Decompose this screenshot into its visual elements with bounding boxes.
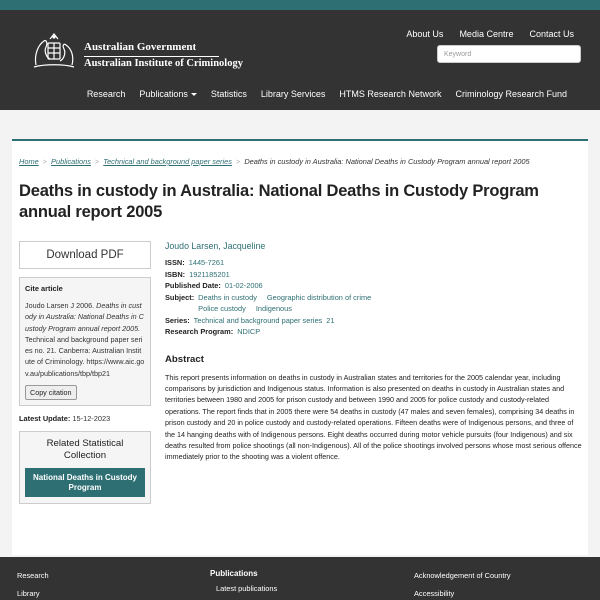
nav-library-services[interactable]	[254, 89, 333, 99]
footer-publications-heading: Publications	[210, 569, 258, 578]
about-us-link[interactable]: About Us	[406, 29, 444, 39]
citation-author-year: Joudo Larsen J 2006.	[25, 301, 95, 310]
breadcrumb-publications[interactable]: Publications	[51, 157, 91, 166]
main-content	[12, 141, 588, 555]
citation-rest: Technical and background paper series no. 21. Canberra: Australian Institute of Criminology. https://www.aic.gov.au/publications/tbp/tbp21	[25, 334, 145, 378]
brand-line-2: Australian Institute of Criminology	[84, 58, 243, 69]
breadcrumb-series[interactable]: Technical and background paper series	[103, 157, 232, 166]
series-link[interactable]: Technical and background paper series	[193, 315, 323, 325]
latest-update	[19, 414, 151, 423]
nav-research-label: Research	[86, 89, 126, 99]
citation-text	[25, 300, 145, 379]
top-accent-bar	[0, 0, 600, 10]
sidebar	[19, 241, 151, 504]
program-label: Research Program:	[165, 327, 234, 336]
subject-indigenous[interactable]: Indigenous	[255, 304, 292, 313]
abstract-heading: Abstract	[165, 353, 204, 365]
latest-update-value: 15-12-2023	[72, 414, 111, 424]
copy-citation-button[interactable]: Copy citation	[25, 385, 77, 400]
nav-publications[interactable]	[132, 89, 204, 99]
site-logo[interactable]	[30, 31, 243, 77]
footer-latest-publications-link[interactable]: Latest publications	[216, 584, 278, 593]
issn-link[interactable]: 1445-7261	[188, 258, 225, 267]
contact-us-link[interactable]: Contact Us	[529, 29, 574, 39]
breadcrumb-separator: >	[235, 157, 241, 166]
published-label: Published Date:	[165, 281, 221, 290]
breadcrumb-home[interactable]: Home	[19, 157, 39, 166]
site-header	[0, 10, 600, 110]
issn-label: ISSN:	[165, 258, 185, 267]
nav-publications-label: Publications	[139, 89, 188, 99]
subject-geographic-distribution[interactable]: Geographic distribution of crime	[266, 292, 372, 302]
nav-htms-label: HTMS Research Network	[339, 89, 442, 99]
site-footer	[0, 557, 600, 600]
breadcrumb	[19, 157, 530, 166]
related-collection-box	[19, 431, 151, 504]
nav-research[interactable]	[80, 89, 133, 99]
nav-library-label: Library Services	[260, 89, 326, 99]
published-row	[165, 280, 585, 292]
footer-col-1	[17, 571, 49, 600]
nav-statistics-label: Statistics	[210, 89, 247, 99]
coat-of-arms-icon	[30, 31, 78, 71]
utility-nav	[406, 29, 574, 39]
footer-library-link[interactable]: Library	[17, 589, 40, 598]
brand-line-1: Australian Government	[84, 41, 197, 53]
media-centre-link[interactable]: Media Centre	[459, 29, 514, 39]
caret-down-icon	[191, 93, 197, 96]
footer-col-3	[414, 571, 511, 600]
related-collection-title: Related Statistical Collection	[46, 438, 124, 462]
subject-label: Subject:	[165, 292, 195, 302]
page-title: Deaths in custody in Australia: National Deaths in Custody Program annual report 2005	[19, 182, 539, 221]
series-number-link[interactable]: 21	[326, 315, 335, 325]
isbn-label: ISBN:	[165, 269, 186, 279]
subject-row	[165, 292, 585, 315]
search-input[interactable]	[437, 45, 581, 63]
footer-acknowledgement-link[interactable]: Acknowledgement of Country	[414, 571, 511, 580]
footer-research-link[interactable]: Research	[17, 571, 49, 580]
latest-update-label: Latest Update:	[19, 414, 71, 424]
program-link[interactable]: NDICP	[237, 327, 261, 336]
isbn-link[interactable]: 1921185201	[189, 269, 230, 279]
published-date[interactable]: 01-02-2006	[224, 281, 263, 290]
ndicp-collection-button[interactable]: National Deaths in Custody Program	[25, 468, 145, 497]
isbn-row	[165, 269, 585, 281]
footer-col-2	[210, 569, 277, 600]
author-link[interactable]: Joudo Larsen, Jacqueline	[165, 241, 266, 251]
footer-accessibility-link[interactable]: Accessibility	[414, 589, 455, 598]
program-row	[165, 326, 585, 338]
nav-htms-research-network[interactable]	[332, 89, 448, 99]
subject-deaths-in-custody[interactable]: Deaths in custody	[198, 292, 257, 302]
download-pdf-button[interactable]: Download PDF	[19, 241, 151, 269]
cite-title: Cite article	[25, 284, 63, 293]
issn-row	[165, 257, 585, 269]
breadcrumb-current: Deaths in custody in Australia: National Deaths in Custody Program annual report 2005	[244, 157, 530, 166]
nav-crf-label: Criminology Research Fund	[455, 89, 567, 99]
series-row	[165, 315, 585, 327]
breadcrumb-separator: >	[42, 157, 48, 166]
subject-police-custody[interactable]: Police custody	[198, 304, 246, 313]
cite-article-box	[19, 277, 151, 406]
nav-statistics[interactable]	[204, 89, 254, 99]
citation-work-title: Deaths in custody in Australia: National Deaths in Custody Program annual report 2005.	[25, 301, 144, 333]
main-nav	[0, 89, 600, 99]
brand-divider	[84, 56, 219, 57]
publication-details	[165, 241, 585, 463]
abstract-text: This report presents information on deaths in custody in Australian states and territories for the 2005 calendar year, including comparisons by jurisdiction and Indigenous status. Information is also presented on deaths in custody in Australian states and territories between 1980 and 2005 for prison custody and between 1990 and 2005 for police custody and custody-related operations. The report finds that in 2005 there were 54 deaths in custody (47 males and seven females), comprising 34 deaths in prison custody and 20 in police custody and custody-related operations. Fifteen deaths were of Indigenous persons, and three of the 14 hanging deaths with of Indigenous persons. Eight deaths occurred during motor vehicle pursuits (four Indigenous) and six deaths resulted from police shootings (all non-Indigenous). All of the police shootings involved persons whose most serious offence immediately prior to the shooting was a violent offence.	[165, 372, 582, 462]
nav-criminology-research-fund[interactable]	[448, 89, 574, 99]
series-label: Series:	[165, 315, 190, 325]
breadcrumb-separator: >	[94, 157, 100, 166]
subject-list	[198, 292, 418, 315]
